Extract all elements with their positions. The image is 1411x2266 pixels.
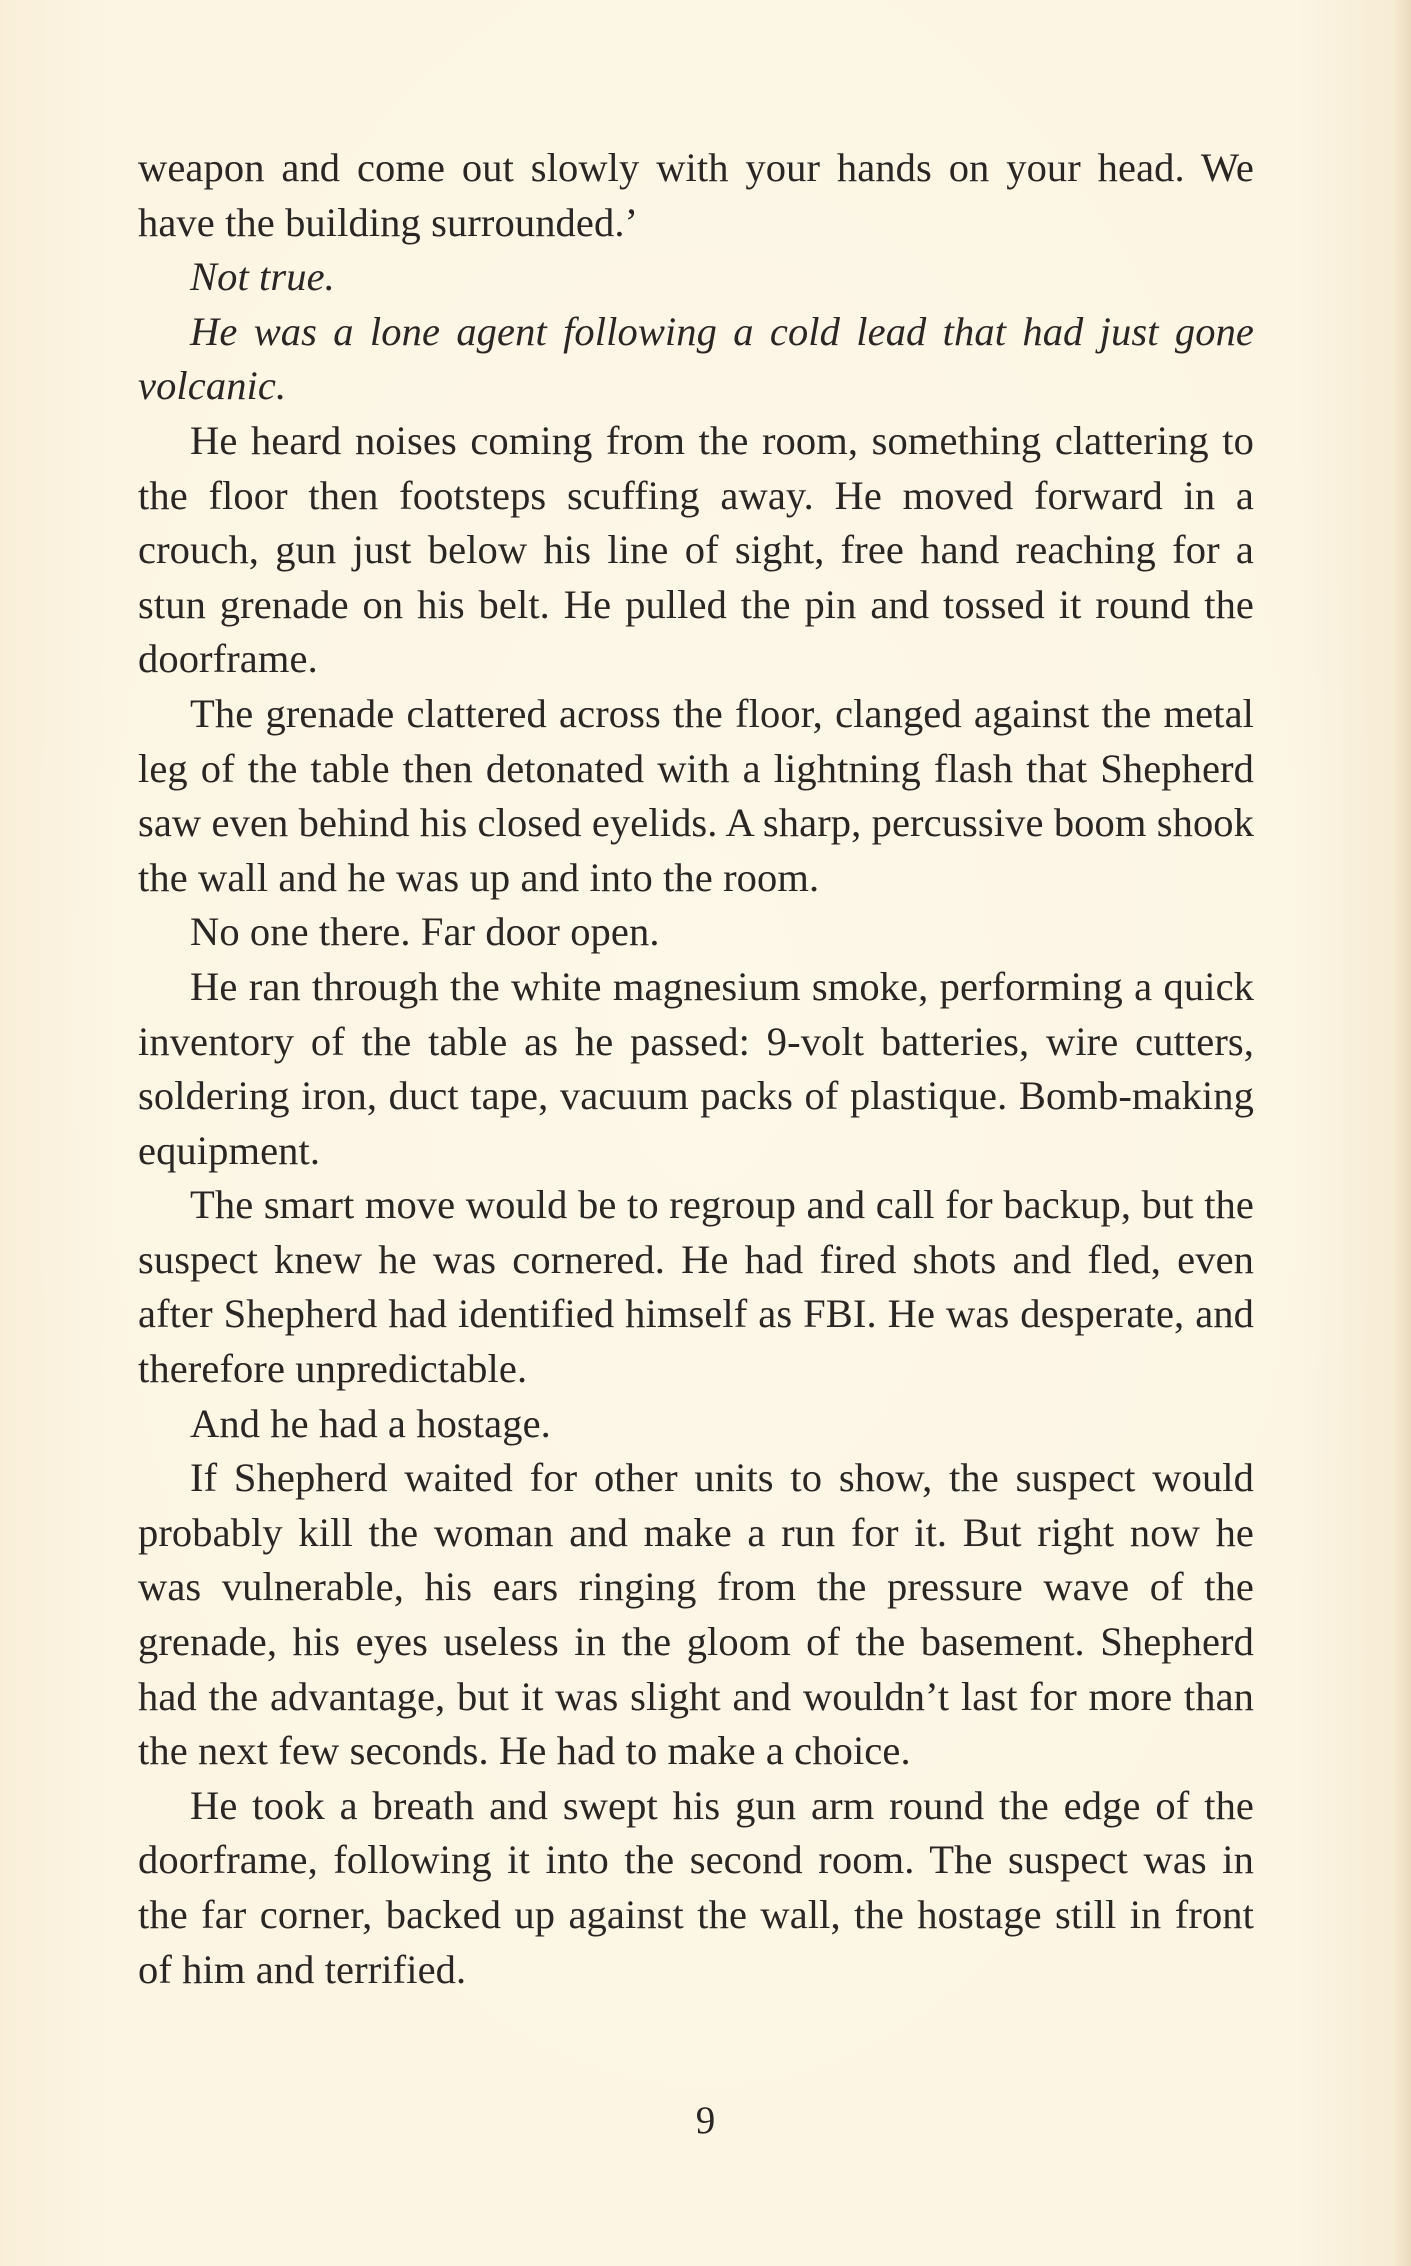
paragraph: The grenade clattered across the floor, clanged against the metal leg of the table then detonated with a lightning flash that Shepherd saw even behind his closed eyelids. A sharp, percussive boom shook the wall and he was up and into the room. xyxy=(138,690,1254,900)
paragraph: He ran through the white magnesium smoke, performing a quick inventory of the table as he passed: 9-volt batteries, wire cutters, soldering iron, duct tape, vacuum packs of plastique. Bomb-making equipment. xyxy=(138,963,1254,1173)
page-edge-shadow xyxy=(1393,0,1411,2266)
body-text xyxy=(138,141,1254,1997)
page-number: 9 xyxy=(695,2099,716,2142)
paragraph: And he had a hostage. xyxy=(190,1400,551,1446)
paragraph: No one there. Far door open. xyxy=(190,909,660,955)
paragraph: He took a breath and swept his gun arm round the edge of the doorframe, following it into the second room. The suspect was in the far corner, backed up against the wall, the hostage still in front of him and terrified. xyxy=(138,1782,1254,1992)
paragraph-italic-thought: He was a lone agent following a cold lead that had just gone volcanic. xyxy=(138,308,1254,409)
paragraph: The smart move would be to regroup and call for backup, but the suspect knew he was cornered. He had fired shots and fled, even after Shepherd had identified himself as FBI. He was desperate, and therefore unpredictable. xyxy=(138,1182,1254,1392)
paragraph: He heard noises coming from the room, something clattering to the floor then footsteps scuffing away. He moved forward in a crouch, gun just below his line of sight, free hand reaching for a stun grenade on his belt. He pulled the pin and tossed it round the doorframe. xyxy=(138,417,1254,682)
paragraph-continuation: weapon and come out slowly with your hands on your head. We have the building surrounded.’ xyxy=(138,145,1254,245)
paragraph-italic-thought: Not true. xyxy=(190,254,335,300)
paragraph: If Shepherd waited for other units to show, the suspect would probably kill the woman and make a run for it. But right now he was vulnerable, his ears ringing from the pressure wave of the grenade, his eyes useless in the gloom of the basement. Shepherd had the advantage, but it was slight and wouldn’t last for more than the next few seconds. He had to make a choice. xyxy=(138,1455,1254,1774)
